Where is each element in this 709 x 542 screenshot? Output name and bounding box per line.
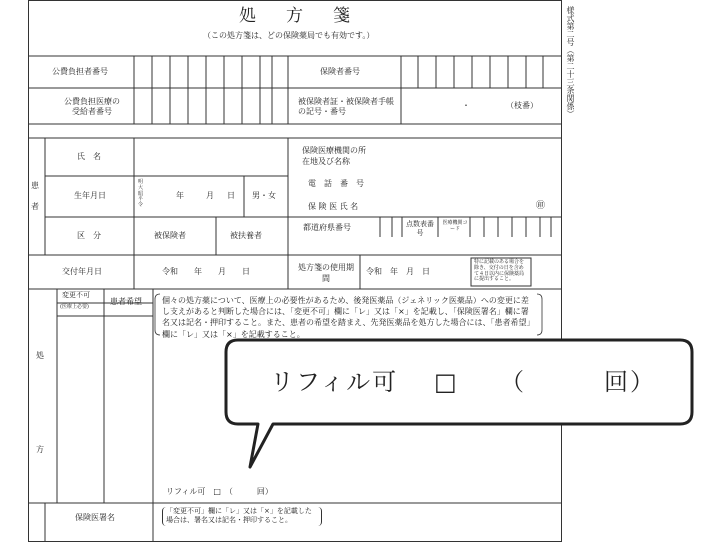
dependent-option: 被扶養者 (230, 231, 262, 240)
doctor-name-label: 保 険 医 氏 名 (308, 202, 359, 211)
seal-mark: ㊞ (536, 201, 546, 211)
validity-label: 処方箋の使用期間 (298, 263, 354, 284)
callout-paren-open: （ (500, 368, 526, 396)
doctor-signature-label: 保険医署名 (75, 513, 115, 522)
validity-value: 令和 年 月 日 (366, 267, 430, 276)
signature-note: 「変更不可」欄に「レ」又は「×」を記載した場合は、署名又は記名・押印すること。 (162, 507, 322, 526)
title-char-3: 箋 (333, 6, 352, 26)
patient-wish-label: 患者希望 (110, 297, 142, 306)
issue-date-value: 令和 年 月 日 (162, 267, 250, 276)
payer-number-label: 公費負担者番号 (52, 67, 108, 76)
no-change-label: 変更不可 (62, 291, 90, 299)
clinic-phone-label: 電 話 番 号 (308, 179, 364, 188)
recipient-number-label: 公費負担医療の受給者番号 (64, 97, 120, 117)
rx-side-label-2: 方 (36, 445, 44, 454)
era-list: 明大昭平令 (138, 179, 144, 208)
rx-side-label-1: 処 (36, 351, 44, 360)
insured-card-dot: ・ (462, 101, 470, 110)
score-table-label: 点数表番号 (406, 220, 434, 237)
issue-date-label: 交付年月日 (62, 267, 102, 276)
callout-paren-close: 回） (604, 368, 656, 396)
category-label: 区 分 (77, 231, 101, 240)
insurer-number-label: 保険者番号 (320, 67, 360, 76)
form-subtitle: （この処方箋は、どの保険薬局でも有効です。） (203, 31, 375, 40)
patient-dob-label: 生年月日 (74, 191, 106, 200)
title-char-2: 方 (286, 6, 305, 26)
patient-group-label: 患者 (31, 181, 39, 211)
validity-note: 特に記載のある場合を除き、交付の日を含めて４日以内に保険薬局に提出すること。 (474, 259, 525, 283)
callout-checkbox: □ (434, 368, 459, 396)
dob-year-label: 年 (176, 191, 184, 200)
prefecture-number-label: 都道府県番号 (303, 223, 351, 232)
refill-line: リフィル可 □ （ 回） (166, 487, 273, 496)
insured-card-label: 被保険者証・被保険者手帳の記号・番号 (298, 97, 394, 117)
branch-number-label: （枝番） (506, 101, 538, 110)
form-side-note: 様式第二号（第二十三条関係） (566, 6, 575, 118)
callout-refill-text: リフィル可 (270, 368, 399, 396)
facility-code-label: 医療機関コード (442, 220, 468, 232)
generic-notice: 個々の処方薬について、医療上の必要性があるため、後発医薬品（ジェネリック医薬品）への変更に差し支えがあると判断した場合には、「変更不可」欄に「レ」又は「×」を記載し、「保険医署名」欄に署名又は記名・押印すること。また、患者の希望を踏まえ、先発医薬品を処方した場合には、「患者希望」欄に「レ」又は「×」を記載すること。 (162, 296, 535, 339)
patient-name-label: 氏 名 (77, 152, 101, 161)
insured-option: 被保険者 (154, 231, 186, 240)
sex-options: 男・女 (252, 191, 276, 200)
dob-month-label: 月 (206, 191, 214, 200)
no-change-sublabel: (医療上必要) (60, 304, 89, 310)
dob-day-label: 日 (227, 191, 235, 200)
clinic-address-label: 保険医療機関の所在地及び名称 (302, 146, 366, 166)
title-char-1: 処 (239, 6, 258, 26)
